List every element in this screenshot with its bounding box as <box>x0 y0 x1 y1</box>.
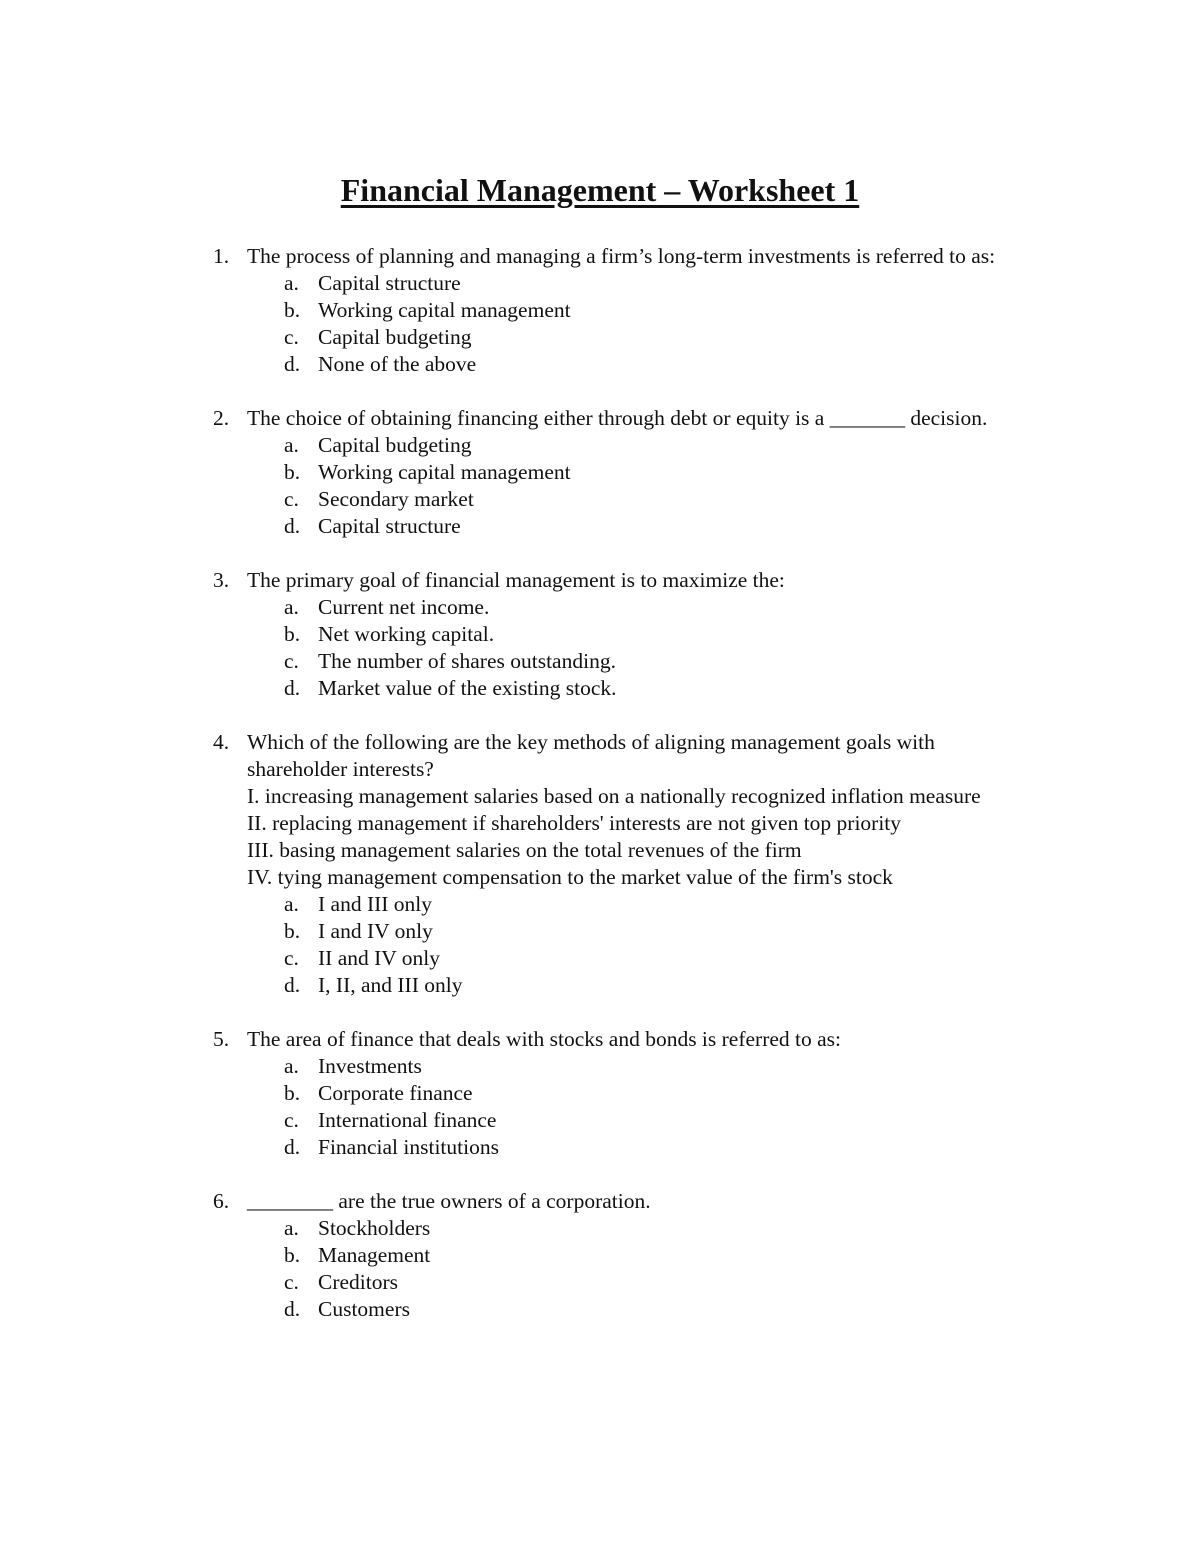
answer-option <box>247 945 1030 972</box>
answer-option <box>247 1215 1030 1242</box>
question-6 <box>200 1188 1030 1323</box>
answer-option <box>247 459 1030 486</box>
option-letter: c. <box>284 649 299 673</box>
option-text: Working capital management <box>318 298 571 322</box>
option-text: Secondary market <box>318 487 474 511</box>
option-letter: b. <box>284 1243 301 1267</box>
worksheet-title: Financial Management – Worksheet 1 <box>340 172 860 208</box>
question-number: 6. <box>213 1189 230 1213</box>
question-text: The choice of obtaining financing either through debt or equity is a _______ decision. <box>247 406 988 430</box>
option-text: Creditors <box>318 1270 399 1294</box>
option-letter: a. <box>284 595 299 619</box>
option-letter: c. <box>284 1270 299 1294</box>
question-1 <box>200 243 1030 378</box>
option-text: Capital budgeting <box>318 433 472 457</box>
option-text: Customers <box>318 1297 410 1321</box>
statement-4: IV. tying management compensation to the market value of the firm's stock <box>247 865 893 889</box>
answer-options <box>247 891 1030 999</box>
option-letter: d. <box>284 973 301 997</box>
question-number: 1. <box>213 244 230 268</box>
option-letter: d. <box>284 1297 301 1321</box>
answer-option <box>247 324 1030 351</box>
answer-options <box>247 1215 1030 1323</box>
answer-option <box>247 486 1030 513</box>
statement-2: II. replacing management if shareholders' interests are not given top priority <box>247 811 902 835</box>
question-number: 4. <box>213 730 230 754</box>
option-letter: a. <box>284 433 299 457</box>
option-letter: a. <box>284 271 299 295</box>
statement-3: III. basing management salaries on the total revenues of the firm <box>247 838 802 862</box>
option-letter: b. <box>284 460 301 484</box>
question-number: 5. <box>213 1027 230 1051</box>
answer-option <box>247 351 1030 378</box>
option-text: I and IV only <box>318 919 433 943</box>
option-text: Capital structure <box>318 514 461 538</box>
option-text: Financial institutions <box>318 1135 499 1159</box>
option-text: Stockholders <box>318 1216 431 1240</box>
option-letter: d. <box>284 1135 301 1159</box>
answer-option <box>247 675 1030 702</box>
question-text: The process of planning and managing a firm’s long-term investments is referred to as: <box>247 244 996 268</box>
question-text: The primary goal of financial management is to maximize the: <box>247 568 785 592</box>
option-letter: a. <box>284 1216 299 1240</box>
option-letter: c. <box>284 946 299 970</box>
option-text: Current net income. <box>318 595 490 619</box>
answer-option <box>247 513 1030 540</box>
option-text: The number of shares outstanding. <box>318 649 616 673</box>
option-text: Market value of the existing stock. <box>318 676 617 700</box>
option-letter: b. <box>284 1081 301 1105</box>
answer-option <box>247 1134 1030 1161</box>
option-letter: c. <box>284 325 299 349</box>
question-2 <box>200 405 1030 540</box>
option-text: I and III only <box>318 892 433 916</box>
option-text: Investments <box>318 1054 422 1078</box>
option-text: Capital budgeting <box>318 325 472 349</box>
answer-option <box>247 1053 1030 1080</box>
answer-option <box>247 594 1030 621</box>
option-text: Capital structure <box>318 271 461 295</box>
option-letter: d. <box>284 352 301 376</box>
answer-option <box>247 1107 1030 1134</box>
option-letter: c. <box>284 487 299 511</box>
answer-option <box>247 270 1030 297</box>
option-text: Corporate finance <box>318 1081 473 1105</box>
answer-option <box>247 297 1030 324</box>
option-letter: a. <box>284 1054 299 1078</box>
option-letter: b. <box>284 622 301 646</box>
answer-option <box>247 1269 1030 1296</box>
option-text: Management <box>318 1243 431 1267</box>
option-letter: a. <box>284 892 299 916</box>
answer-options <box>247 1053 1030 1161</box>
option-letter: c. <box>284 1108 299 1132</box>
question-number: 3. <box>213 568 230 592</box>
answer-option <box>247 1296 1030 1323</box>
answer-options <box>247 594 1030 702</box>
question-text: Which of the following are the key methods of aligning management goals with shareholder interests? <box>247 730 935 781</box>
option-text: I, II, and III only <box>318 973 463 997</box>
option-text: II and IV only <box>318 946 441 970</box>
answer-options <box>247 270 1030 378</box>
option-letter: d. <box>284 514 301 538</box>
option-letter: d. <box>284 676 301 700</box>
option-text: International finance <box>318 1108 497 1132</box>
question-number: 2. <box>213 406 230 430</box>
answer-option <box>247 918 1030 945</box>
answer-option <box>247 1242 1030 1269</box>
answer-options <box>247 432 1030 540</box>
statement-1: I. increasing management salaries based on a nationally recognized inflation measure <box>247 784 981 808</box>
question-text: ________ are the true owners of a corporation. <box>247 1189 651 1213</box>
answer-option <box>247 1080 1030 1107</box>
answer-option <box>247 891 1030 918</box>
question-4 <box>200 729 1030 999</box>
question-3 <box>200 567 1030 702</box>
option-letter: b. <box>284 919 301 943</box>
question-text: The area of finance that deals with stocks and bonds is referred to as: <box>247 1027 842 1051</box>
answer-option <box>247 432 1030 459</box>
option-letter: b. <box>284 298 301 322</box>
option-text: Working capital management <box>318 460 571 484</box>
answer-option <box>247 972 1030 999</box>
question-5 <box>200 1026 1030 1161</box>
answer-option <box>247 648 1030 675</box>
option-text: None of the above <box>318 352 477 376</box>
option-text: Net working capital. <box>318 622 495 646</box>
question-list <box>200 243 1030 1350</box>
answer-option <box>247 621 1030 648</box>
